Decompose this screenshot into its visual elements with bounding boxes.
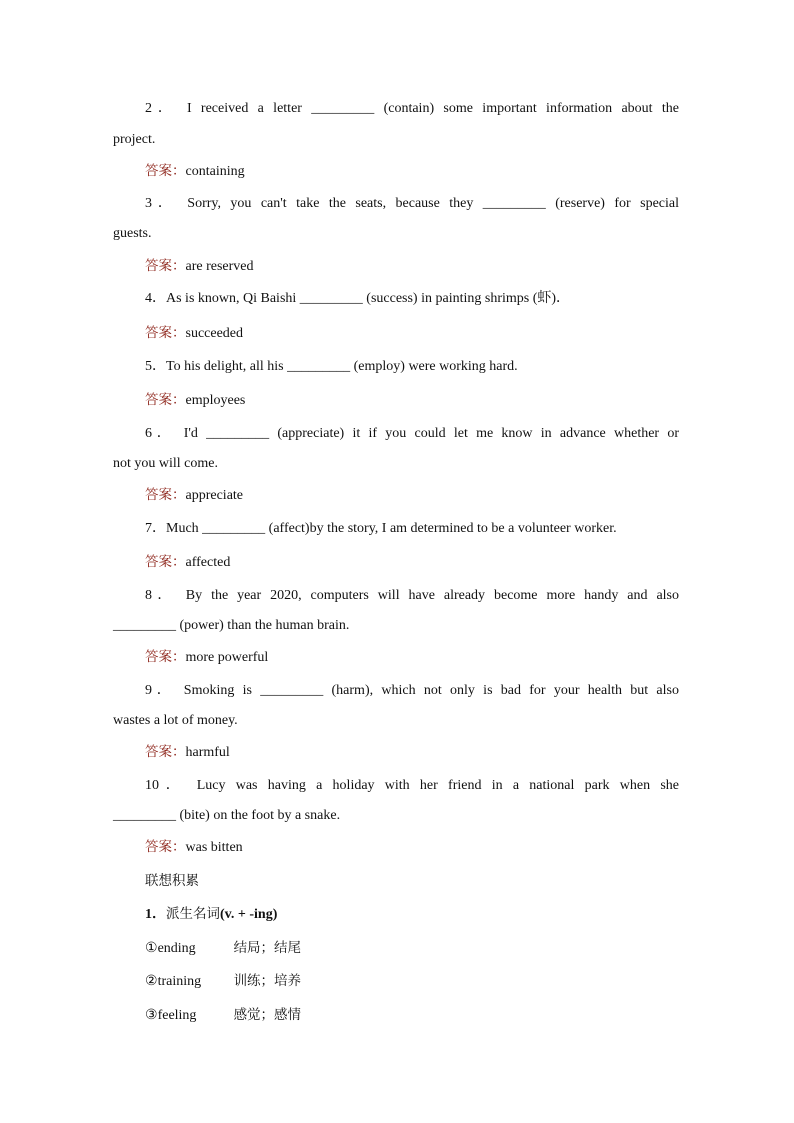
answer-text: harmful: [185, 745, 230, 760]
answer-text: affected: [185, 555, 231, 570]
answer-3: [145, 256, 679, 276]
question-8-line-2: _________ (power) than the human brain.: [113, 618, 350, 633]
question-4-line-1: 4．As is known, Qi Baishi _________ (success) in painting shrimps (虾)．: [145, 291, 571, 306]
vocab-word: feeling: [157, 1008, 197, 1023]
answer-label: 答案：: [145, 839, 186, 855]
question-3-line-1: 3． Sorry, you can't take the seats, because they _________ (reserve) for special: [145, 196, 679, 211]
vocab-item: [145, 1005, 679, 1025]
answer-5: [145, 390, 679, 410]
answer-8: [145, 647, 679, 667]
answer-10: [145, 837, 679, 857]
vocab-meaning: 训练；培养: [233, 973, 302, 989]
question-7-line-1: 7．Much _________ (affect)by the story, I am determined to be a volunteer worker.: [145, 521, 617, 536]
answer-9: [145, 742, 679, 762]
subsection-number: 1．: [145, 907, 166, 922]
answer-label: 答案：: [145, 392, 186, 408]
vocab-marker: ①: [145, 941, 158, 956]
question-3-line-2: guests.: [113, 226, 152, 241]
answer-label: 答案：: [145, 163, 186, 179]
vocab-marker: ③: [145, 1008, 158, 1023]
answer-text: succeeded: [185, 326, 244, 341]
question-9-line-2: wastes a lot of money.: [113, 713, 238, 728]
question-6-line-1: 6． I'd _________ (appreciate) it if you could let me know in advance whether or: [145, 426, 679, 441]
answer-label: 答案：: [145, 325, 186, 341]
answer-text: more powerful: [185, 650, 269, 665]
answer-text: employees: [185, 393, 246, 408]
answer-6: [145, 485, 679, 505]
answer-label: 答案：: [145, 487, 186, 503]
question-2-line-1: 2． I received a letter _________ (contain) some important information about the: [145, 101, 679, 116]
answer-label: 答案：: [145, 258, 186, 274]
answer-label: 答案：: [145, 649, 186, 665]
subsection-heading: [145, 904, 679, 924]
vocab-item: [145, 938, 679, 958]
vocab-meaning: 感觉；感情: [233, 1007, 302, 1023]
subsection-title: 派生名词: [166, 906, 220, 922]
vocab-word: ending: [157, 941, 196, 956]
answer-2: [145, 161, 679, 181]
question-10-line-1: 10． Lucy was having a holiday with her friend in a national park when she: [145, 778, 679, 793]
answer-text: appreciate: [185, 488, 244, 503]
section-title: 联想积累: [145, 873, 199, 889]
question-5-line-1: 5．To his delight, all his _________ (employ) were working hard.: [145, 359, 518, 374]
vocab-marker: ②: [145, 974, 158, 989]
answer-7: [145, 552, 679, 572]
question-2-line-2: project.: [113, 132, 156, 147]
answer-label: 答案：: [145, 744, 186, 760]
answer-text: are reserved: [185, 259, 254, 274]
answer-text: containing: [185, 164, 245, 179]
answer-4: [145, 323, 679, 343]
subsection-formula: (v. + -ing): [220, 907, 278, 922]
vocab-word: training: [157, 974, 202, 989]
vocab-meaning: 结局；结尾: [233, 940, 302, 956]
vocab-item: [145, 971, 679, 991]
answer-text: was bitten: [185, 840, 243, 855]
question-10-line-2: _________ (bite) on the foot by a snake.: [113, 808, 341, 823]
answer-label: 答案：: [145, 554, 186, 570]
question-6-line-2: not you will come.: [113, 456, 218, 471]
question-9-line-1: 9． Smoking is _________ (harm), which not only is bad for your health but also: [145, 683, 679, 698]
question-8-line-1: 8． By the year 2020, computers will have already become more handy and also: [145, 588, 679, 603]
